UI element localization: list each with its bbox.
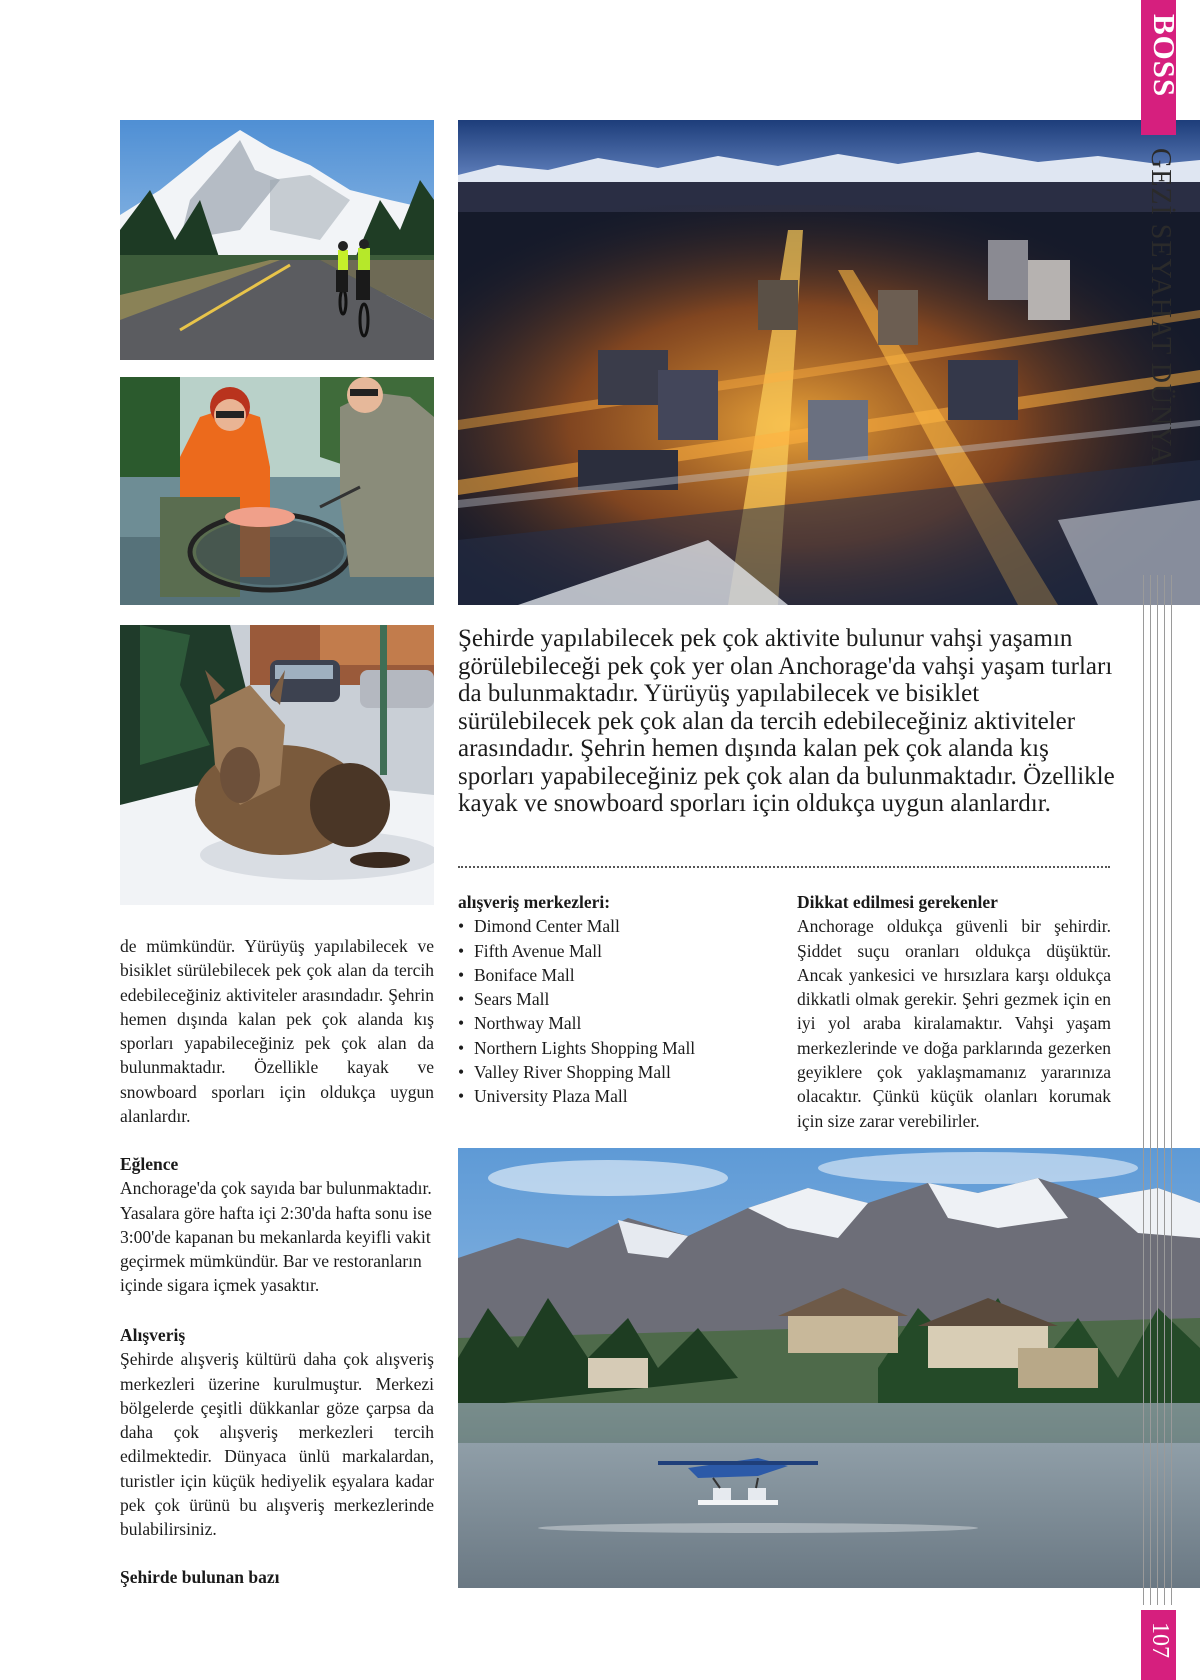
malls-section [458, 890, 748, 1109]
list-item: • Fifth Avenue Mall [458, 939, 748, 963]
eglence-text: Anchorage'da çok sayıda bar bulunmaktadır. Yasalara göre hafta içi 2:30'da hafta sonu ise 3:00'de kapanan bu mekanlarda keyifli vakit geçirmek mümkündür. Bar ve restoranların içinde sigara içmek yasaktır. [120, 1178, 432, 1296]
moose-in-snow-photo [120, 625, 434, 905]
alisveris-text: Şehirde alışveriş kültürü daha çok alışveriş merkezleri üzerine kurulmuştur. Merkezi bölgelerde çeşitli dükkanlar göze çarpsa da daha çok alışveriş merkezleri tercih edilmektedir. Dünyaca ünlü markalardan, turistler için küçük hediyelik eşyalara kadar pek çok ürünü bu alışveriş merkezlerinde bulabilirsiniz. [120, 1349, 434, 1540]
fly-fishing-photo [120, 377, 434, 605]
malls-intro-heading: Şehirde bulunan bazı [120, 1567, 280, 1587]
eglence-section [120, 1152, 434, 1298]
margin-rule [1150, 575, 1151, 1605]
dotted-divider [458, 866, 1110, 868]
list-item: • Boniface Mall [458, 963, 748, 987]
page-number: 107 [1147, 1622, 1173, 1658]
list-item: • Valley River Shopping Mall [458, 1060, 748, 1084]
anchorage-night-aerial-photo [458, 120, 1200, 605]
alisveris-section [120, 1323, 434, 1542]
margin-rule [1164, 575, 1165, 1605]
attention-text: Anchorage oldukça güvenli bir şehirdir. Şiddet suçu oranları oldukça düşüktür. Ancak yankesici ve hırsızlara karşı oldukça dikkatli olmak gerekir. Şehri gezmek için en iyi yol araba kiralamaktır. Vahşi yaşam merkezlerinde ve doğa parklarında gezerken geyiklere çok yaklaşmamanız yararınıza olacaktır. Çünkü küçük olanları korumak için size zarar verebilirler. [797, 916, 1111, 1131]
list-item: • Northway Mall [458, 1011, 748, 1035]
list-item: • Northern Lights Shopping Mall [458, 1036, 748, 1060]
mountain-road-cycling-photo [120, 120, 434, 360]
lake-floatplane-mountains-photo [458, 1148, 1200, 1588]
list-item: • University Plaza Mall [458, 1084, 748, 1108]
attention-heading: Dikkat edilmesi gerekenler [797, 892, 998, 912]
brand-logo: BOSS [1147, 14, 1182, 98]
margin-rule [1143, 575, 1144, 1605]
list-item: • Dimond Center Mall [458, 914, 748, 938]
eglence-heading: Eğlence [120, 1154, 179, 1174]
alisveris-heading: Alışveriş [120, 1325, 186, 1345]
list-item: • Sears Mall [458, 987, 748, 1011]
margin-rule [1171, 575, 1172, 1605]
left-continuation-text: de mümkündür. Yürüyüş yapılabilecek ve bisiklet sürülebilecek pek çok alan da tercih edebileceğiniz aktiviteler arasındadır. Şehrin hemen dışında kalan pek çok alanda kış sporları yapabileceğiniz pek çok alan da bulunmaktadır. Özellikle kayak ve snowboard sporları için oldukça uygun alanlardır. [120, 936, 434, 1127]
margin-rule [1157, 575, 1158, 1605]
malls-heading: alışveriş merkezleri: [458, 892, 611, 912]
lead-paragraph: Şehirde yapılabilecek pek çok aktivite bulunur vahşi yaşamın görülebileceği pek çok yer olan Anchorage'da vahşi yaşam turları da bulunmaktadır. Yürüyüş yapılabilecek ve bisiklet sürülebilecek pek çok alan da tercih edebileceğiniz aktiviteler arasındadır. Şehrin hemen dışında kalan pek çok alanda kış sporları yapabileceğiniz pek çok alan da bulunmaktadır. Özellikle kayak ve snowboard sporları için oldukça uygun alanlardır. [458, 625, 1115, 817]
attention-section [797, 890, 1111, 1133]
section-title: GEZİ SEYAHAT DÜNYA [1145, 148, 1176, 466]
